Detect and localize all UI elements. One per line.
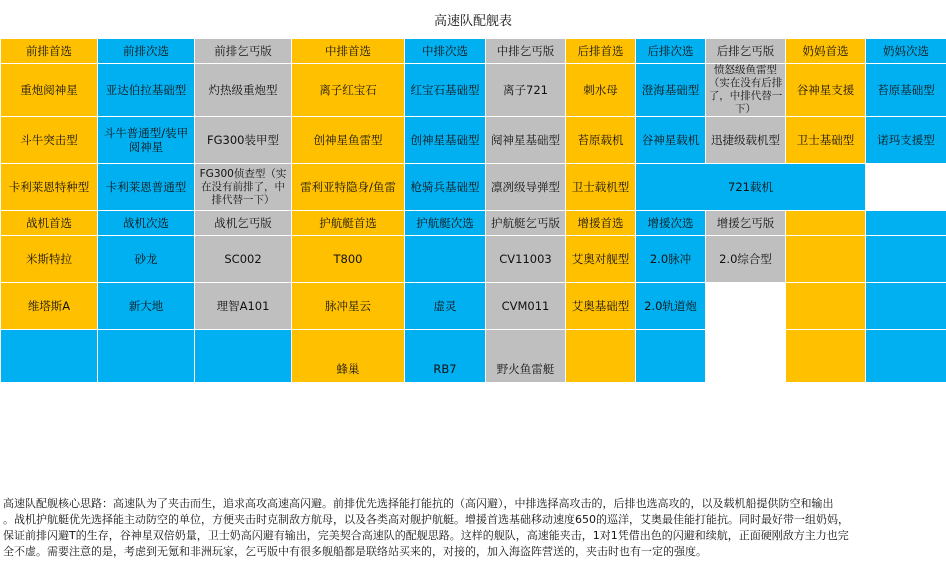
table-row bbox=[1, 236, 946, 283]
table-cell: 增援次选 bbox=[636, 211, 706, 236]
table-cell: 增援乞丐版 bbox=[706, 211, 786, 236]
table-cell: CVM011 bbox=[486, 283, 566, 330]
table-cell bbox=[786, 236, 866, 283]
note-line: 保证前排闪避T的生存，谷神星双倍奶量，卫士奶高闪避有输出，完美契合高速队的配舰思路。这样的舰队，高速能夹击，1对1凭借出色的闪避和续航，正面硬刚敌方主力也完 bbox=[3, 529, 849, 542]
table-cell: 2.0轨道炮 bbox=[636, 283, 706, 330]
table-cell: 中排次选 bbox=[405, 39, 486, 64]
table-cell: 战机首选 bbox=[1, 211, 98, 236]
table-cell: 迅捷级载机型 bbox=[706, 117, 786, 164]
table-cell: 离子红宝石 bbox=[292, 64, 405, 117]
table-row bbox=[1, 117, 946, 164]
table-cell bbox=[786, 330, 866, 383]
table-cell bbox=[706, 283, 786, 330]
table-cell: 雷利亚特隐身/鱼雷 bbox=[292, 164, 405, 211]
page-title: 高速队配舰表 bbox=[433, 13, 512, 29]
table-cell: 谷神星支援 bbox=[786, 64, 866, 117]
table-cell bbox=[866, 330, 946, 383]
table-cell: RB7 bbox=[405, 330, 486, 383]
table-cell: 灼热级重炮型 bbox=[195, 64, 292, 117]
table-cell: 离子721 bbox=[486, 64, 566, 117]
table-cell: 2.0综合型 bbox=[706, 236, 786, 283]
table-cell: 刺水母 bbox=[566, 64, 636, 117]
table-cell: 诺玛支援型 bbox=[866, 117, 946, 164]
table-cell: 阋神星基础型 bbox=[486, 117, 566, 164]
table-cell: 野火鱼雷艇 bbox=[486, 330, 566, 383]
table-row bbox=[1, 39, 946, 64]
table-cell: 苔原基础型 bbox=[866, 64, 946, 117]
note-line: 全不虚。需要注意的是，考虑到无氪和非洲玩家，乞丐版中有很多舰船都是联络站买来的，对接的，加入海盗阵营送的，夹击时也有一定的强度。 bbox=[3, 545, 707, 558]
table-cell: 米斯特拉 bbox=[1, 236, 98, 283]
table-cell: 战机次选 bbox=[98, 211, 195, 236]
table-cell: 2.0脉冲 bbox=[636, 236, 706, 283]
table-cell: 战机乞丐版 bbox=[195, 211, 292, 236]
table-cell: 后排乞丐版 bbox=[706, 39, 786, 64]
table-cell: 卫士基础型 bbox=[786, 117, 866, 164]
table-cell: 卡利莱恩特种型 bbox=[1, 164, 98, 211]
table-cell bbox=[1, 330, 98, 383]
table-cell: SC002 bbox=[195, 236, 292, 283]
table-cell bbox=[706, 330, 786, 383]
table-cell: 亚达伯拉基础型 bbox=[98, 64, 195, 117]
table-cell: 中排乞丐版 bbox=[486, 39, 566, 64]
table-cell bbox=[98, 330, 195, 383]
table-cell bbox=[786, 283, 866, 330]
table-cell: 重炮阅神星 bbox=[1, 64, 98, 117]
table-cell bbox=[636, 330, 706, 383]
strategy-note bbox=[0, 494, 946, 562]
table-cell: 蜂巢 bbox=[292, 330, 405, 383]
table-row bbox=[1, 64, 946, 117]
note-line: 。战机护航艇优先选择能主动防空的单位，方便夹击时克制敌方航母，以及各类高对舰护航艇。增援首选基础移动速度650的巡洋，艾奥最佳能打能抗。同时最好带一组奶妈， bbox=[3, 513, 849, 526]
table-cell: 红宝石基础型 bbox=[405, 64, 486, 117]
table-cell: 新大地 bbox=[98, 283, 195, 330]
table-cell bbox=[566, 330, 636, 383]
table-cell: 前排首选 bbox=[1, 39, 98, 64]
table-cell bbox=[195, 330, 292, 383]
table-cell bbox=[405, 236, 486, 283]
table-cell: 奶妈次选 bbox=[866, 39, 946, 64]
table-cell: 苔原载机 bbox=[566, 117, 636, 164]
table-cell: 奶妈首选 bbox=[786, 39, 866, 64]
table-cell: FG300装甲型 bbox=[195, 117, 292, 164]
table-cell: 后排次选 bbox=[636, 39, 706, 64]
table-cell: 枪骑兵基础型 bbox=[405, 164, 486, 211]
table-cell: FG300侦查型（实在没有前排了，中排代替一下） bbox=[195, 164, 292, 211]
table-row bbox=[1, 164, 946, 211]
table-cell: 后排首选 bbox=[566, 39, 636, 64]
table-cell: 澄海基础型 bbox=[636, 64, 706, 117]
table-cell: 愤怒级鱼雷型（实在没有后排了，中排代替一下） bbox=[706, 64, 786, 117]
note-line: 高速队配舰核心思路：高速队为了夹击而生，追求高攻高速高闪避。前排优先选择能打能抗的（高闪避），中排选择高攻击的，后排也选高攻的，以及载机船提供防空和输出 bbox=[3, 497, 834, 510]
table-cell: 前排次选 bbox=[98, 39, 195, 64]
table-cell: 艾奥对舰型 bbox=[566, 236, 636, 283]
table-cell: 创神星鱼雷型 bbox=[292, 117, 405, 164]
table-cell: 卡利莱恩普通型 bbox=[98, 164, 195, 211]
table-row bbox=[1, 283, 946, 330]
table-cell: 砂龙 bbox=[98, 236, 195, 283]
table-cell: 增援首选 bbox=[566, 211, 636, 236]
fleet-table bbox=[0, 38, 946, 383]
table-cell: 前排乞丐版 bbox=[195, 39, 292, 64]
table-cell: 护航艇首选 bbox=[292, 211, 405, 236]
table-cell bbox=[866, 211, 946, 236]
table-cell: T800 bbox=[292, 236, 405, 283]
table-cell: 谷神星载机 bbox=[636, 117, 706, 164]
table-row bbox=[1, 211, 946, 236]
table-cell: 护航艇次选 bbox=[405, 211, 486, 236]
table-cell bbox=[866, 236, 946, 283]
table-cell: 艾奥基础型 bbox=[566, 283, 636, 330]
table-cell: CV11003 bbox=[486, 236, 566, 283]
table-cell: 中排首选 bbox=[292, 39, 405, 64]
table-row bbox=[1, 330, 946, 383]
table-cell: 斗牛突击型 bbox=[1, 117, 98, 164]
table-cell bbox=[786, 211, 866, 236]
table-cell: 维塔斯A bbox=[1, 283, 98, 330]
table-cell: 创神星基础型 bbox=[405, 117, 486, 164]
table-cell: 721载机 bbox=[636, 164, 866, 211]
table-cell: 虚灵 bbox=[405, 283, 486, 330]
table-cell bbox=[866, 164, 946, 211]
table-cell bbox=[866, 283, 946, 330]
table-cell: 卫士载机型 bbox=[566, 164, 636, 211]
table-cell: 斗牛普通型/装甲阅神星 bbox=[98, 117, 195, 164]
table-cell: 凛冽级导弹型 bbox=[486, 164, 566, 211]
table-cell: 理智A101 bbox=[195, 283, 292, 330]
table-cell: 脉冲星云 bbox=[292, 283, 405, 330]
table-cell: 护航艇乞丐版 bbox=[486, 211, 566, 236]
